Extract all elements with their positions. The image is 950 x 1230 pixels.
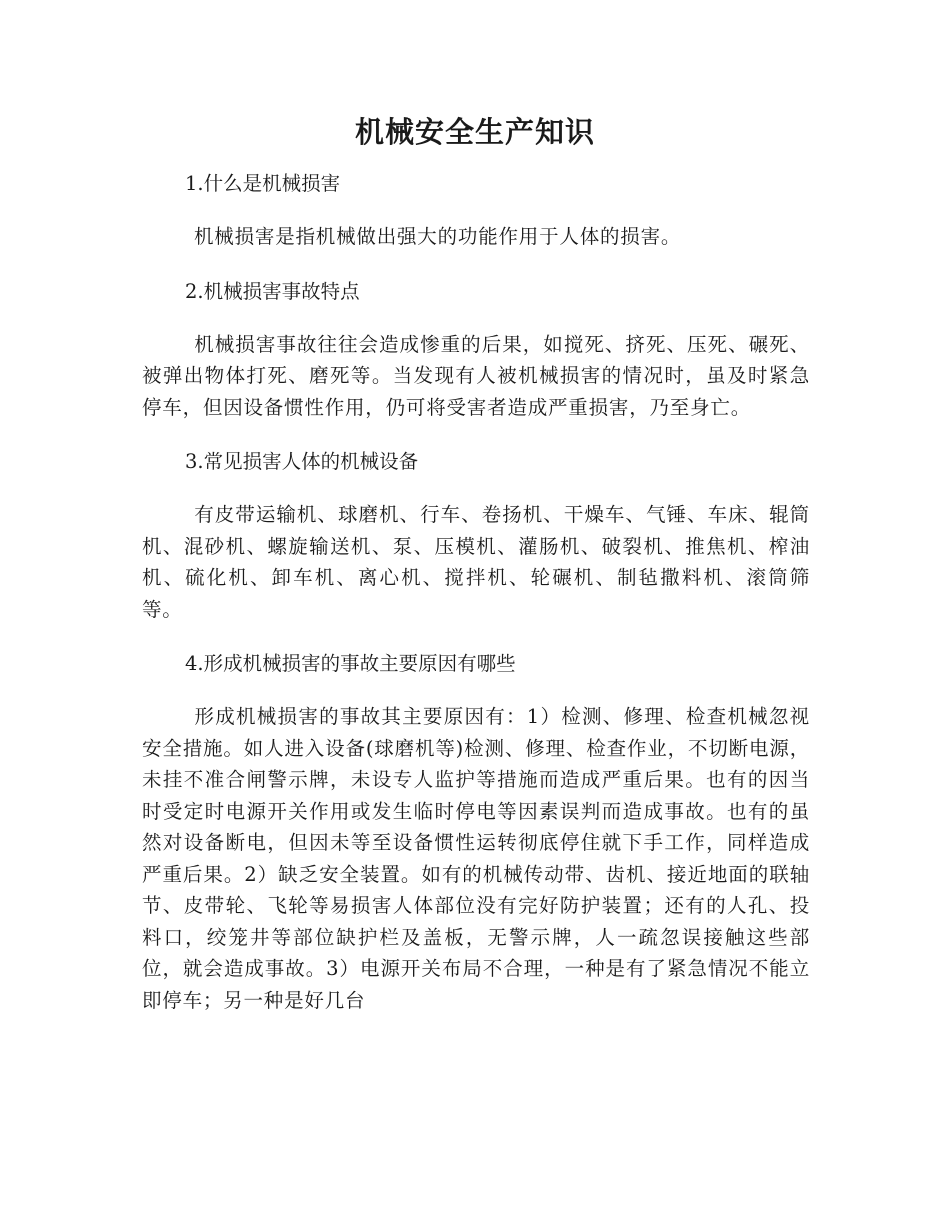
section-heading-2: 2.机械损害事故特点 (185, 279, 360, 303)
section-paragraph-4 (142, 701, 810, 1016)
section-heading-3: 3.常见损害人体的机械设备 (185, 450, 419, 473)
section-heading-1: 1.什么是机械损害 (185, 172, 341, 195)
section-paragraph-3-text: 有皮带运输机、球磨机、行车、卷扬机、干燥车、气锤、车床、辊筒机、混砂机、螺旋输送机、泵、压模机、灌肠机、破裂机、推焦机、榨油机、硫化机、卸车机、离心机、搅拌机、轮碾机、制毡撒料机、滚筒筛等。 (142, 503, 810, 621)
section-heading-4: 4.形成机械损害的事故主要原因有哪些 (185, 652, 516, 675)
section-paragraph-4-text: 形成机械损害的事故其主要原因有：1）检测、修理、检查机械忽视安全措施。如人进入设备(球磨机等)检测、修理、检查作业，不切断电源，未挂不准合闸警示牌，未设专人监护等措施而造成严重后果。也有的因当时受定时电源开关作用或发生临时停电等因素误判而造成事故。也有的虽然对设备断电，但因未等至设备惯性运转彻底停住就下手工作，同样造成严重后果。2）缺乏安全装置。如有的机械传动带、齿机、接近地面的联轴节、皮带轮、飞轮等易损害人体部位没有完好防护装置；还有的人孔、投料口，绞笼井等部位缺护栏及盖板，无警示牌，人一疏忽误接触这些部位，就会造成事故。3）电源开关布局不合理，一种是有了紧急情况不能立即停车；另一种是好几台 (142, 705, 810, 1012)
section-paragraph-2 (142, 329, 810, 424)
section-paragraph-2-text: 机械损害事故往往会造成惨重的后果，如搅死、挤死、压死、碾死、被弹出物体打死、磨死等。当发现有人被机械损害的情况时，虽及时紧急停车，但因设备惯性作用，仍可将受害者造成严重损害，乃至身亡。 (142, 332, 810, 419)
section-paragraph-1 (142, 221, 810, 253)
section-paragraph-3 (142, 499, 810, 625)
document-body (142, 168, 810, 1016)
document-title: 机械安全生产知识 (354, 115, 595, 149)
section-paragraph-1-text: 机械损害是指机械做出强大的功能作用于人体的损害。 (194, 225, 682, 248)
